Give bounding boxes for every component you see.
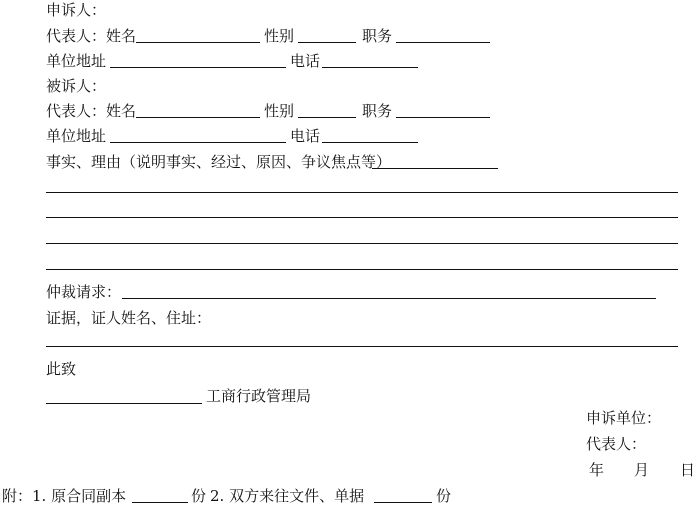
salutation: 此致 [46, 360, 77, 378]
respondent-heading: 被诉人： [46, 77, 107, 95]
facts-line-1[interactable] [46, 192, 678, 193]
respondent-gender-blank[interactable] [298, 117, 356, 118]
signature-year: 年 [589, 461, 605, 479]
signature-day: 日 [680, 461, 696, 479]
facts-line-2[interactable] [46, 217, 678, 218]
attachment-prefix: 附：1. 原合同副本 [2, 487, 127, 505]
complainant-name-blank[interactable] [136, 42, 260, 43]
complainant-gender-blank[interactable] [298, 42, 356, 43]
facts-label: 事实、理由（说明事实、经过、原因、争议焦点等） [46, 153, 392, 171]
signature-unit-label: 申诉单位： [586, 409, 662, 427]
attachment-1-copies-blank[interactable] [132, 502, 188, 503]
facts-inline-blank[interactable] [372, 168, 498, 169]
bureau-label: 工商行政管理局 [206, 387, 312, 405]
arbitration-label: 仲裁请求： [46, 283, 122, 301]
signature-month: 月 [634, 461, 650, 479]
complainant-rep-name-label: 代表人：姓名 [46, 27, 137, 45]
respondent-rep-name-label: 代表人：姓名 [46, 102, 137, 120]
respondent-address-blank[interactable] [110, 142, 286, 143]
facts-line-4[interactable] [46, 269, 678, 270]
attachment-2-copies-label: 份 [436, 487, 452, 505]
respondent-position-blank[interactable] [396, 117, 490, 118]
facts-line-3[interactable] [46, 243, 678, 244]
respondent-address-label: 单位地址 [46, 127, 107, 145]
respondent-name-blank[interactable] [136, 117, 260, 118]
respondent-gender-label: 性别 [264, 102, 295, 120]
complainant-heading: 申诉人： [46, 1, 107, 19]
respondent-phone-label: 电话 [290, 127, 321, 145]
attachment-1-copies-label: 份 [191, 487, 207, 505]
evidence-label: 证据，证人姓名、住址： [46, 309, 212, 327]
complainant-position-label: 职务 [362, 27, 393, 45]
respondent-position-label: 职务 [362, 102, 393, 120]
arbitration-blank[interactable] [122, 298, 656, 299]
attachment-2-copies-blank[interactable] [374, 502, 432, 503]
complainant-gender-label: 性别 [264, 27, 295, 45]
attachment-2-label: 2. 双方来往文件、单据 [210, 487, 365, 505]
signature-rep-label: 代表人： [586, 435, 647, 453]
complainant-phone-blank[interactable] [322, 67, 418, 68]
respondent-phone-blank[interactable] [322, 142, 418, 143]
complainant-phone-label: 电话 [290, 52, 321, 70]
complainant-address-blank[interactable] [110, 67, 286, 68]
complainant-position-blank[interactable] [396, 42, 490, 43]
complainant-address-label: 单位地址 [46, 52, 107, 70]
evidence-line[interactable] [46, 346, 678, 347]
bureau-name-blank[interactable] [46, 403, 202, 404]
